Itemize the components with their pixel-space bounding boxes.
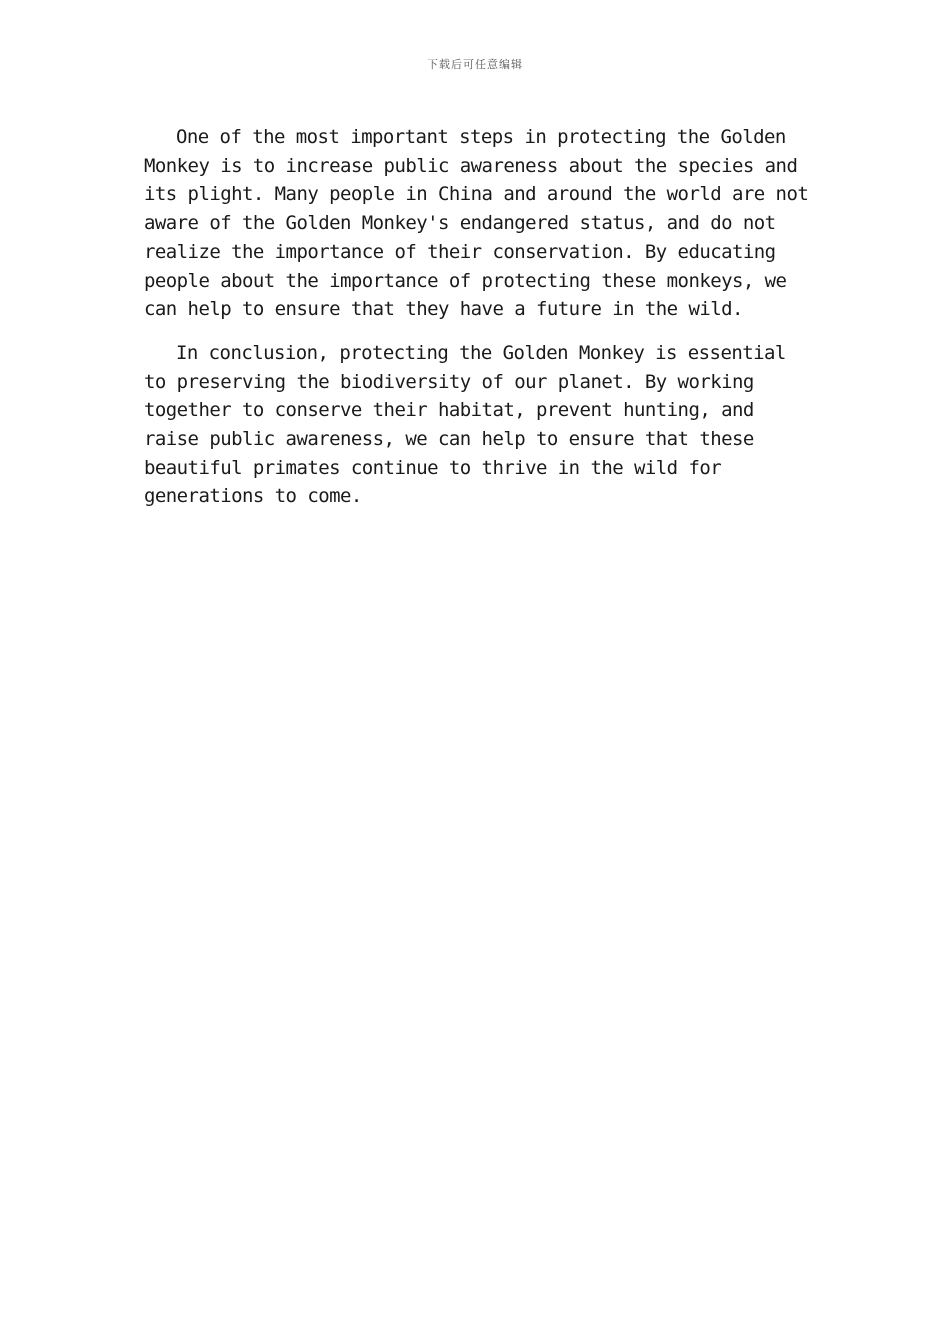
paragraph-awareness: One of the most important steps in protecting the Golden Monkey is to increase public awareness about the species and its plight. Many people in China and around the world are not aware of the Golden Monkey's endangered status, and do not realize the importance of their conservation. By educating people about the importance of protecting these monkeys, we can help to ensure that they have a future in the wild. (144, 126, 809, 321)
paragraph-conclusion: In conclusion, protecting the Golden Monkey is essential to preserving the biodiversity of our planet. By working together to conserve their habitat, prevent hunting, and raise public awareness, we can help to ensure that these beautiful primates continue to thrive in the wild for generations to come. (144, 341, 786, 508)
page-header: 下载后可任意编辑 (427, 58, 523, 71)
document-body (144, 123, 814, 526)
